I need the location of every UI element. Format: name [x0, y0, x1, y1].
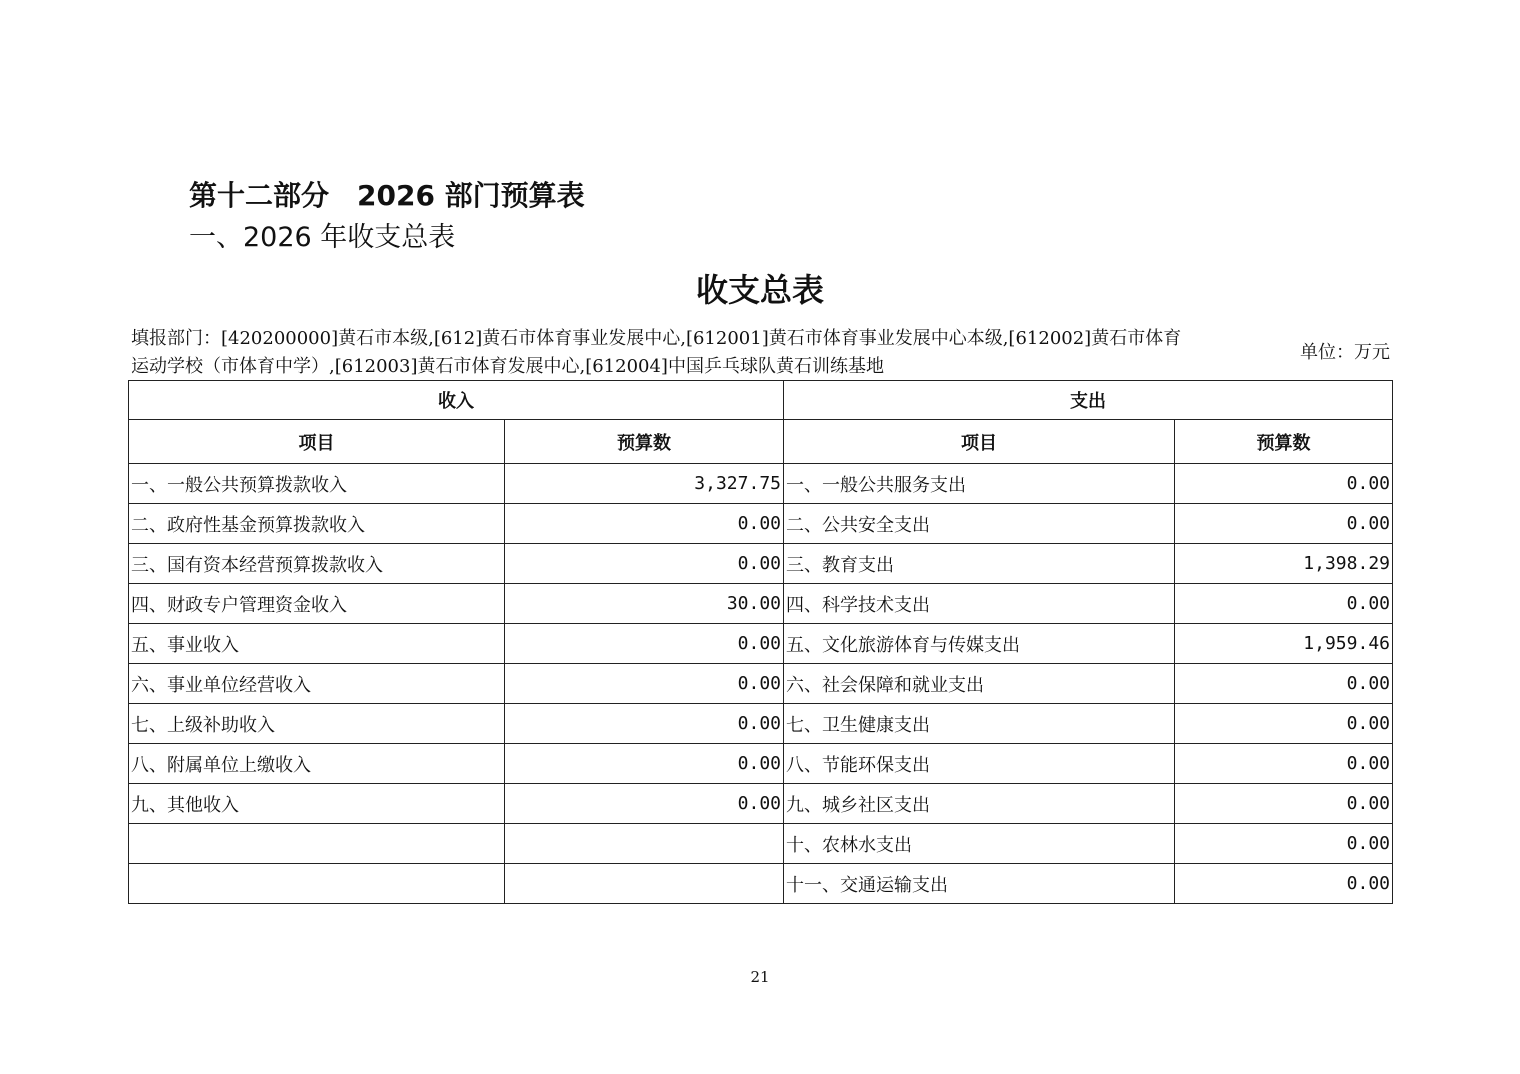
expense-amount-header: 预算数 — [1175, 420, 1393, 464]
income-item-cell: 一、一般公共预算拨款收入 — [129, 464, 505, 504]
expense-item-cell: 六、社会保障和就业支出 — [784, 664, 1175, 704]
group-header-row — [129, 381, 1393, 420]
expense-item-cell: 九、城乡社区支出 — [784, 784, 1175, 824]
expense-amount-cell: 0.00 — [1175, 824, 1393, 864]
page-number: 21 — [750, 968, 770, 986]
expense-amount-cell: 0.00 — [1175, 464, 1393, 504]
expense-item-cell: 十一、交通运输支出 — [784, 864, 1175, 904]
expense-amount-cell: 0.00 — [1175, 664, 1393, 704]
table-row — [129, 744, 1393, 784]
income-amount-cell: 0.00 — [505, 744, 784, 784]
income-item-cell: 四、财政专户管理资金收入 — [129, 584, 505, 624]
table-row — [129, 824, 1393, 864]
income-item-cell: 八、附属单位上缴收入 — [129, 744, 505, 784]
income-amount-cell: 30.00 — [505, 584, 784, 624]
table-row — [129, 584, 1393, 624]
income-amount-cell: 0.00 — [505, 544, 784, 584]
income-group-header: 收入 — [129, 381, 784, 420]
income-item-cell — [129, 824, 505, 864]
table-row — [129, 704, 1393, 744]
income-amount-cell: 0.00 — [505, 704, 784, 744]
expense-item-cell: 五、文化旅游体育与传媒支出 — [784, 624, 1175, 664]
expense-amount-cell: 0.00 — [1175, 744, 1393, 784]
expense-amount-cell: 0.00 — [1175, 864, 1393, 904]
expense-item-cell: 四、科学技术支出 — [784, 584, 1175, 624]
unit-label: 单位：万元 — [1300, 342, 1390, 363]
income-item-cell: 三、国有资本经营预算拨款收入 — [129, 544, 505, 584]
reporting-department: 填报部门：[420200000]黄石市本级,[612]黄石市体育事业发展中心,[612001]黄石市体育事业发展中心本级,[612002]黄石市体育运动学校（市体育中学）,[612003]黄石市体育发展中心,[612004]中国乒乓球队黄石训练基地 — [131, 328, 1182, 377]
expense-item-cell: 八、节能环保支出 — [784, 744, 1175, 784]
expense-amount-cell: 0.00 — [1175, 784, 1393, 824]
table-title: 收支总表 — [695, 271, 824, 309]
expense-item-header: 项目 — [784, 420, 1175, 464]
income-item-cell: 七、上级补助收入 — [129, 704, 505, 744]
table-row — [129, 504, 1393, 544]
expense-item-cell: 一、一般公共服务支出 — [784, 464, 1175, 504]
part-heading: 第十二部分 2026 部门预算表 — [189, 179, 585, 212]
income-item-header: 项目 — [129, 420, 505, 464]
income-item-cell: 九、其他收入 — [129, 784, 505, 824]
expense-item-cell: 三、教育支出 — [784, 544, 1175, 584]
expense-amount-cell: 0.00 — [1175, 584, 1393, 624]
section-heading: 一、2026 年收支总表 — [189, 222, 456, 253]
expense-amount-cell: 1,398.29 — [1175, 544, 1393, 584]
expense-item-cell: 七、卫生健康支出 — [784, 704, 1175, 744]
income-amount-cell: 0.00 — [505, 664, 784, 704]
table-row — [129, 464, 1393, 504]
income-item-cell: 六、事业单位经营收入 — [129, 664, 505, 704]
table-row — [129, 544, 1393, 584]
budget-summary-table — [128, 380, 1393, 904]
income-amount-cell: 0.00 — [505, 504, 784, 544]
expense-item-cell: 十、农林水支出 — [784, 824, 1175, 864]
expense-group-header: 支出 — [784, 381, 1393, 420]
table-row — [129, 664, 1393, 704]
expense-amount-cell: 0.00 — [1175, 704, 1393, 744]
expense-amount-cell: 1,959.46 — [1175, 624, 1393, 664]
table-row — [129, 784, 1393, 824]
column-header-row — [129, 420, 1393, 464]
income-amount-cell — [505, 824, 784, 864]
income-item-cell: 二、政府性基金预算拨款收入 — [129, 504, 505, 544]
income-amount-cell: 3,327.75 — [505, 464, 784, 504]
income-amount-cell: 0.00 — [505, 784, 784, 824]
expense-amount-cell: 0.00 — [1175, 504, 1393, 544]
table-row — [129, 864, 1393, 904]
income-amount-cell — [505, 864, 784, 904]
income-amount-header: 预算数 — [505, 420, 784, 464]
income-item-cell — [129, 864, 505, 904]
income-item-cell: 五、事业收入 — [129, 624, 505, 664]
expense-item-cell: 二、公共安全支出 — [784, 504, 1175, 544]
income-amount-cell: 0.00 — [505, 624, 784, 664]
table-row — [129, 624, 1393, 664]
